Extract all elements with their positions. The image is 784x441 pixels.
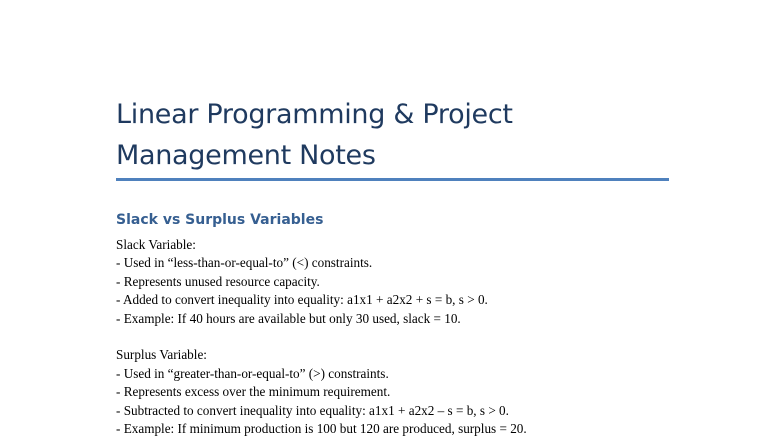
surplus-item-4: - Example: If minimum production is 100 but 120 are produced, surplus = 20. [116,420,527,436]
section-body [116,236,716,438]
title-line-2: Management Notes [116,140,376,171]
page-title [116,94,676,176]
title-line-1: Linear Programming & Project [116,99,513,130]
slack-item-1: - Used in “less-than-or-equal-to” (<) constraints. [116,255,373,271]
surplus-item-3: - Subtracted to convert inequality into equality: a1x1 + a2x2 – s = b, s > 0. [116,402,509,418]
paragraph-spacer [116,328,716,346]
title-underline-divider [116,178,669,181]
section-heading: Slack vs Surplus Variables [116,212,324,228]
slack-variable-label: Slack Variable: [116,237,196,252]
slack-item-3: - Added to convert inequality into equality: a1x1 + a2x2 + s = b, s > 0. [116,292,488,308]
slack-item-4: - Example: If 40 hours are available but only 30 used, slack = 10. [116,310,461,326]
surplus-item-1: - Used in “greater-than-or-equal-to” (>) constraints. [116,365,389,381]
slack-item-2: - Represents unused resource capacity. [116,273,320,289]
surplus-item-2: - Represents excess over the minimum requirement. [116,384,391,400]
surplus-variable-label: Surplus Variable: [116,347,207,363]
